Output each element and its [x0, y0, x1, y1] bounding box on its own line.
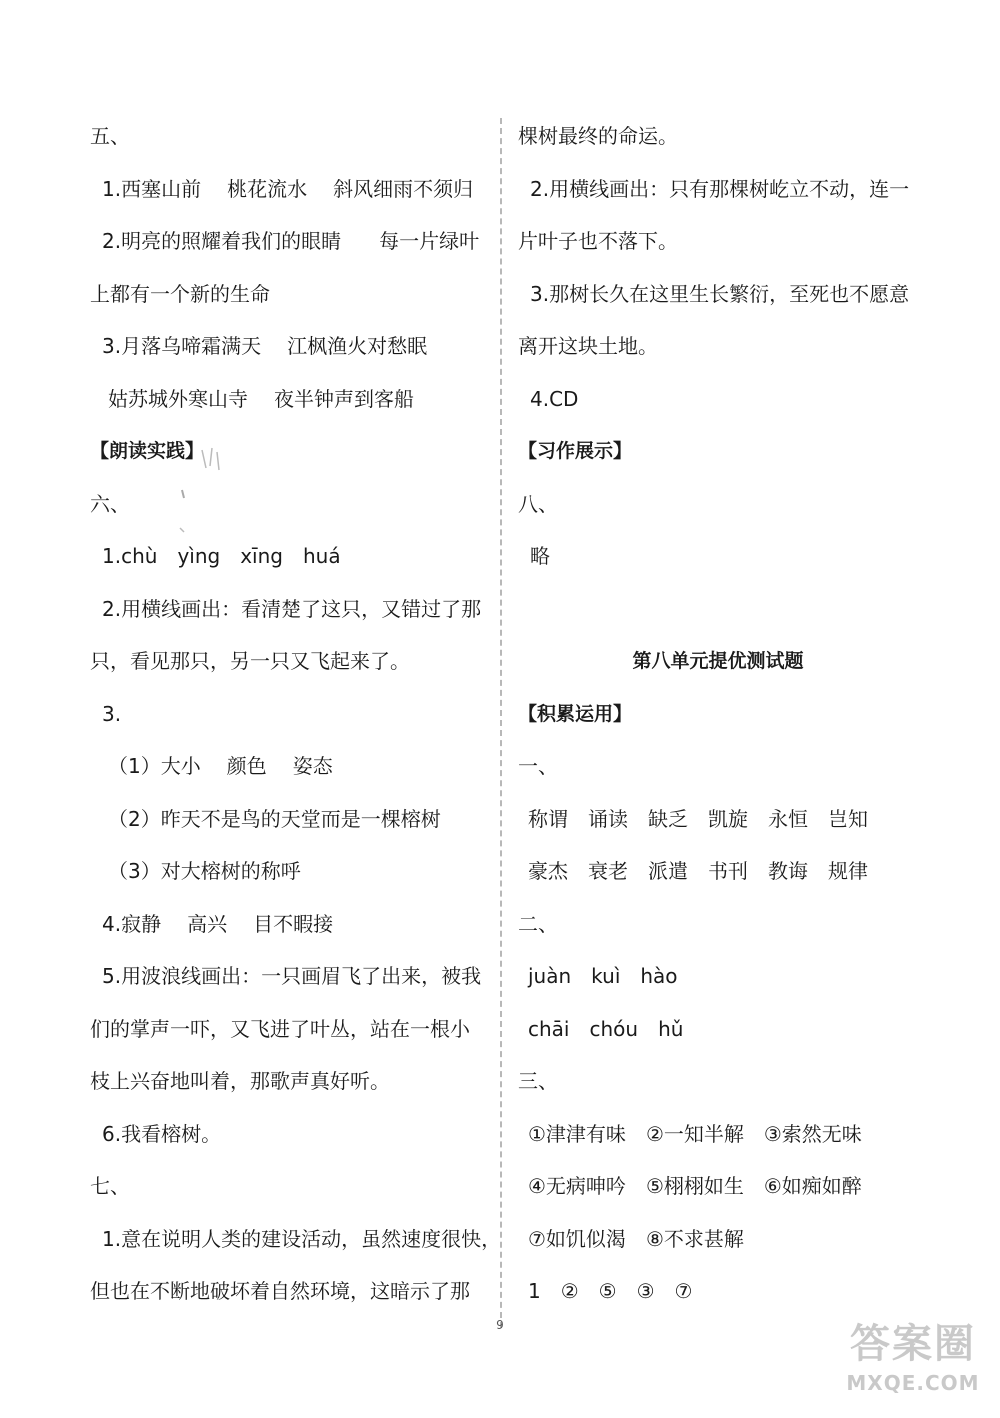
answer-line: 2.用横线画出：看清楚了这只，又错过了那 — [102, 596, 482, 621]
order-answer-line: 1 ② ⑤ ③ ⑦ — [528, 1279, 693, 1303]
section-heading-3: 三、 — [518, 1069, 558, 1093]
answer-line: 片叶子也不落下。 — [518, 229, 678, 253]
watermark-logo-text: 答案圈 — [850, 1321, 976, 1367]
pinyin-answer-line: chāi chóu hǔ — [528, 1016, 684, 1041]
answer-line: 1.西塞山前 桃花流水 斜风细雨不须归 — [102, 176, 474, 201]
pinyin-answer-line: juàn kuì hào — [528, 964, 678, 988]
site-watermark — [838, 1318, 988, 1410]
answer-line: （1）大小 颜色 姿态 — [108, 754, 333, 778]
word-answer-line: 豪杰 衰老 派遣 书刊 教诲 规律 — [528, 859, 868, 883]
answer-line: 2.明亮的照耀着我们的眼睛 每一片绿叶 — [102, 229, 480, 253]
left-column — [90, 110, 502, 1318]
idiom-answer-line: ①津津有味 ②一知半解 ③索然无味 — [528, 1121, 862, 1146]
answer-line: （3）对大榕树的称呼 — [108, 859, 301, 883]
answer-line: 棵树最终的命运。 — [518, 124, 678, 148]
answer-line: 上都有一个新的生命 — [90, 281, 270, 306]
answer-line: 离开这块土地。 — [518, 334, 658, 358]
blank-line — [518, 583, 918, 636]
answer-line: 们的掌声一吓，又飞进了叶丛，站在一根小 — [90, 1016, 470, 1041]
answer-line: 但也在不断地破坏着自然环境，这暗示了那 — [90, 1279, 470, 1303]
right-column — [518, 110, 918, 1318]
section-title-accumulation: 【积累运用】 — [518, 702, 633, 725]
section-heading-5: 五、 — [90, 124, 130, 148]
pinyin-answer-line: 1.chù yìng xīng huá — [102, 544, 341, 568]
section-heading-1: 一、 — [518, 754, 558, 778]
unit-test-title: 第八单元提优测试题 — [632, 650, 804, 672]
answer-line: 略 — [530, 544, 550, 568]
answer-line: 3.那树长久在这里生长繁衍，至死也不愿意 — [530, 281, 910, 306]
answer-line: 姑苏城外寒山寺 夜半钟声到客船 — [108, 386, 414, 411]
idiom-answer-line: ⑦如饥似渴 ⑧不求甚解 — [528, 1226, 744, 1251]
section-heading-2: 二、 — [518, 911, 558, 936]
section-heading-8: 八、 — [518, 491, 558, 516]
answer-line: 3.月落乌啼霜满天 江枫渔火对愁眠 — [102, 334, 428, 358]
page-number: 9 — [496, 1318, 504, 1332]
answer-line: 4.CD — [530, 386, 579, 411]
answer-line: 6.我看榕树。 — [102, 1121, 222, 1146]
scan-scribble-marks — [172, 440, 242, 540]
answer-line: 只，看见那只，另一只又飞起来了。 — [90, 649, 410, 673]
word-answer-line: 称谓 诵读 缺乏 凯旋 永恒 岂知 — [528, 806, 868, 831]
answer-line: 4.寂静 高兴 目不暇接 — [102, 911, 334, 936]
section-title-writing-showcase: 【习作展示】 — [518, 440, 633, 462]
answer-line: （2）昨天不是鸟的天堂而是一棵榕树 — [108, 806, 441, 831]
answer-line: 5.用波浪线画出：一只画眉飞了出来，被我 — [102, 964, 482, 988]
answer-line: 枝上兴奋地叫着，那歌声真好听。 — [90, 1069, 390, 1093]
answer-line: 3. — [102, 701, 122, 726]
answer-line: 2.用横线画出：只有那棵树屹立不动，连一 — [530, 176, 910, 201]
idiom-answer-line: ④无病呻吟 ⑤栩栩如生 ⑥如痴如醉 — [528, 1174, 862, 1198]
section-heading-7: 七、 — [90, 1174, 130, 1198]
answer-line: 1.意在说明人类的建设活动，虽然速度很快， — [102, 1226, 502, 1251]
section-title-reading-practice: 【朗读实践】 — [90, 440, 205, 462]
section-heading-6: 六、 — [90, 491, 130, 516]
column-divider — [500, 118, 502, 1328]
watermark-url: MXQE.COM — [846, 1371, 980, 1395]
